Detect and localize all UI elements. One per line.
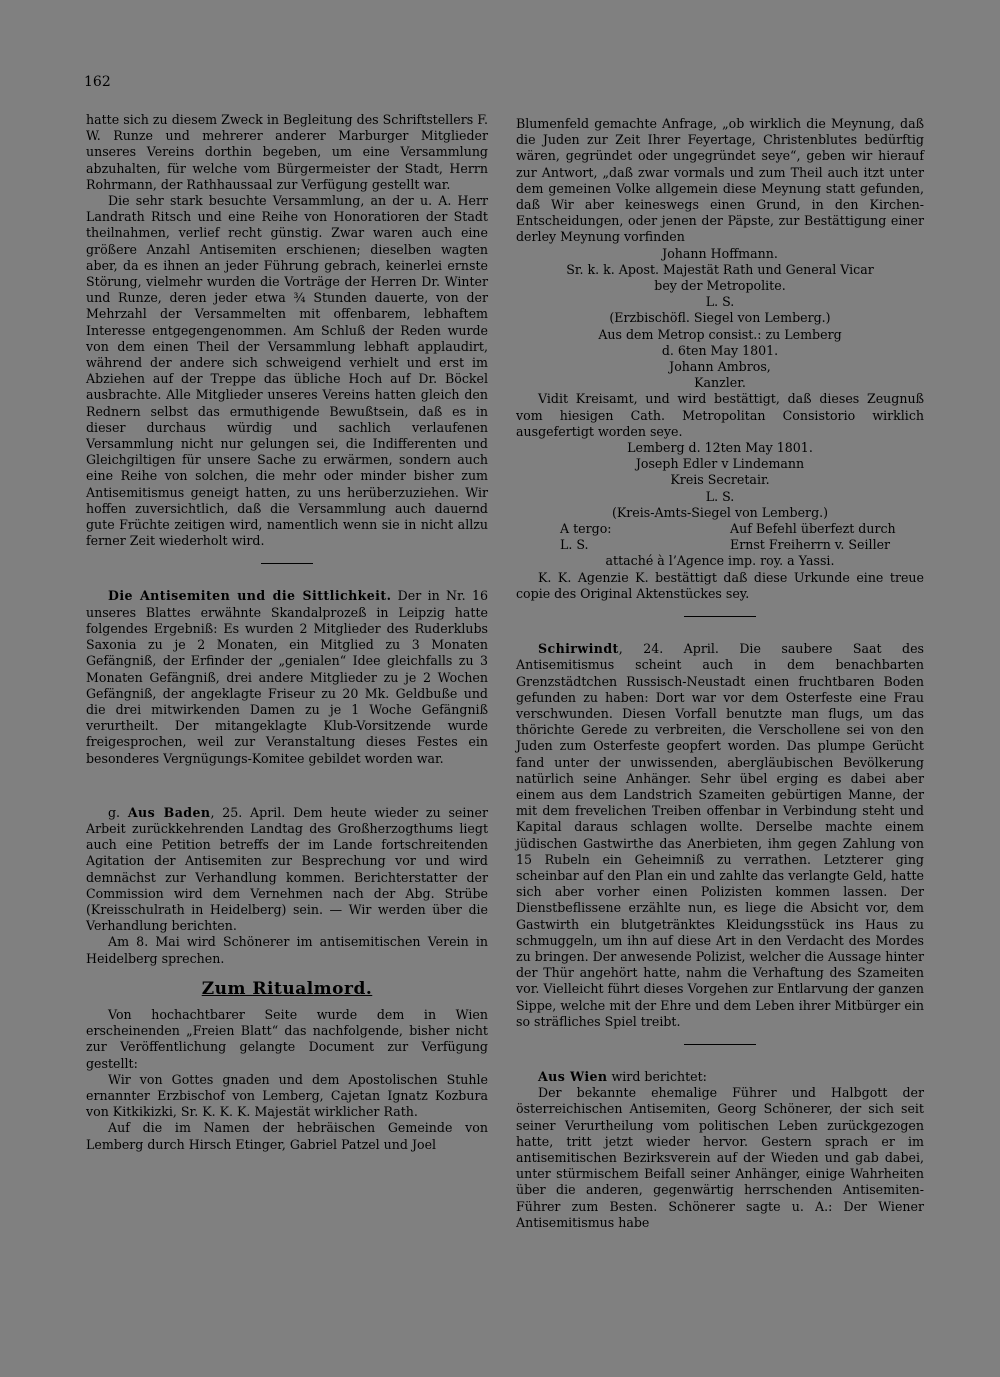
article-sittlichkeit (86, 588, 488, 766)
atergo-label: A tergo: (560, 521, 612, 537)
signature-name: Johann Hoffmann. (662, 245, 778, 261)
document-quote: Wir von Gottes gnaden und dem Apostolischen Stuhle ernannter Erzbischof von Lemberg, Cajetan Ignatz Kozbura von Kitkikizki, Sr. K. K. K. Majestät wirklicher Rath. (86, 1071, 488, 1120)
section-divider (684, 616, 756, 617)
document-quote: K. K. Agenzie K. bestättigt daß diese Urkunde eine treue copie des Original Aktenstückes sey. (516, 569, 924, 601)
signature-title: Kreis Secretair. (670, 472, 770, 488)
translator-title: attaché à l’Agence imp. roy. a Yassi. (605, 553, 835, 569)
seal-mark: L. S. (705, 294, 735, 310)
translator-row (516, 537, 924, 553)
right-column (516, 116, 924, 1231)
article-baden (86, 805, 488, 935)
document-quote: Blumenfeld gemachte Anfrage, „ob wirklich die Meynung, daß die Juden zur Zeit Ihrer Feyertage, Christenblutes bedürftig wären, gegründet oder ungegründet seye“, geben wir hierauf zur Antwort, „daß zwar vormals und zum Theil auch itzt unter dem gemeinen Volke allgemein diese Meynung statt gefunden, daß Wir aber keineswegs einen Grund, in den Kirchen-Entscheidungen, oder jenen der Päpste, zur Bestättigung einer derley Meynung vorfinden (516, 116, 924, 245)
seal-description: (Erzbischöfl. Siegel von Lemberg.) (609, 310, 831, 326)
seal-description: (Kreis-Amts-Siegel von Lemberg.) (611, 504, 829, 520)
article-headline: Schirwindt (538, 641, 619, 657)
signature-name: Johann Ambros, (669, 359, 771, 375)
article-headline: Die Antisemiten und die Sittlichkeit. (108, 588, 392, 604)
article-body: , 25. April. Dem heute wieder zu seiner Arbeit zurückkehrenden Landtag des Großherzogthums liegt auch eine Petition betreffs der im Lande fortschreitenden Agitation der Antisemiten zur Besprechung vor und wird demnächst zur Verhandlung kommen. Berichterstatter der Commission wird dem Vernehmen nach der Abg. Strübe (Kreisschulrath in Heidelberg) sein. — Wir werden über die Verhandlung berichten. (86, 804, 488, 934)
document-date: Lemberg d. 12ten May 1801. (627, 440, 813, 456)
translator-name: Ernst Freiherrn v. Seiller (730, 537, 891, 553)
signature-title: Sr. k. k. Apost. Majestät Rath und General Vicar (566, 261, 874, 277)
section-title: Zum Ritualmord. (201, 978, 373, 999)
article-headline: Aus Baden (127, 804, 211, 820)
signature-title: Kanzler. (694, 375, 746, 391)
section-divider (684, 1044, 756, 1045)
article-paragraph: Der bekannte ehemalige Führer und Halbgott der österreichischen Antisemiten, Georg Schönerer, der sich seit seiner Verurtheilung vom politischen Leben zurückgezogen hatte, tritt jetzt wieder hervor. Gestern sprach er im antisemitischen Bezirksverein auf der Wieden und gab dabei, unter stürmischem Beifall seiner Anhänger, einige Wahrheiten über die anderen, gegenwärtig herrschenden Antisemiten-Führer zum Besten. Schönerer sagte u. A.: Der Wiener Antisemitismus habe (516, 1085, 924, 1230)
author-mark: g. (108, 804, 128, 820)
article-body: , 24. April. Die saubere Saat des Antisemitismus scheint auch in dem benachbarten Grenzstädtchen Russisch-Neustadt einen fruchtbaren Boden gefunden zu haben: Dort war vor dem Osterfeste eine Frau verschwunden. Diesen Vorfall benutzte man flugs, um das thörichte Gerede zu verbreiten, die Verschollene sei von den Juden zum Osterfeste geopfert worden. Das plumpe Gerücht fand unter der unwissenden, abergläubischen Bevölkerung natürlich seine Anhänger. Sehr übel erging es dabei aber einem aus dem Landstrich Szameiten gebürtigen Manne, der mit dem frevelichen Treiben offenbar in Verbindung steht und Kapital daraus schlagen wollte. Derselbe machte einem jüdischen Gastwirthe das Anerbieten, ihm gegen Zahlung von 15 Rubeln ein Geheimniß zu verrathen. Letzterer ging scheinbar auf den Plan ein und zahlte das verlangte Geld, hatte sich aber vorher einen Polizisten kommen lassen. Der Dienstbeflissene erzählte nun, es liege die Absicht vor, dem Gastwirth ein blutgetränktes Kleidungsstück ins Haus zu schmuggeln, um ihn auf diese Art in den Verdacht des Mordes zu bringen. Der anwesende Polizist, welcher die Aussage hinter der Thür angehört hatte, nahm die Verhaftung des Szameiten vor. Vielleicht führt dieses Vorgehen zur Entlarvung der ganzen Sippe, welche mit der Ehre und dem Leben ihrer Mitbürger ein so sträfliches Spiel treibt. (516, 641, 924, 1029)
document-quote: Auf die im Namen der hebräischen Gemeinde von Lemberg durch Hirsch Etinger, Gabriel Patzel und Joel (86, 1120, 488, 1152)
article-wien (516, 1069, 924, 1085)
article-continuation: hatte sich zu diesem Zweck in Begleitung des Schriftstellers F. W. Runze und mehrerer anderer Marburger Mitglieder unseres Vereins dorthin begeben, um eine Versammlung abzuhalten, für welche vom Bürgermeister der Stadt, Herrn Rohrmann, der Rathhaussaal zur Verfügung gestellt war. (86, 112, 488, 192)
atergo-text: Auf Befehl überfezt durch (730, 521, 896, 537)
signature-title: bey der Metropolite. (654, 278, 786, 294)
article-body: Der in Nr. 16 unseres Blattes erwähnte Skandalprozeß in Leipzig hatte folgendes Ergebniß: Es wurden 2 Mitglieder des Ruderklubs Saxonia zu je 2 Monaten, ein Mitglied zu 3 Monaten Gefängniß, der Erfinder der „genialen“ Idee gleichfalls zu 3 Monaten Gefängniß, drei andere Mitglieder zu je 2 Wochen Gefängniß, der angeklagte Friseur zu 20 Mk. Geldbuße und die drei mitwirkenden Damen zu je 1 Woche Gefängniß verurtheilt. Der mitangeklagte Klub-Vorsitzende wurde freigesprochen, weil zur Veranstaltung dieses Festes ein besonderes Vergnügungs-Komitee gebildet worden war. (86, 588, 489, 766)
page-number: 162 (84, 74, 111, 90)
atergo-row (516, 521, 924, 537)
consistory-line: Aus dem Metrop consist.: zu Lemberg (598, 326, 842, 342)
article-paragraph: Die sehr stark besuchte Versammlung, an der u. A. Herr Landrath Ritsch und eine Reihe von Honoratioren der Stadt theilnahmen, verlief recht günstig. Zwar waren auch eine größere Anzahl Antisemiten erschienen; dieselben wagten aber, da es ihnen an jeder Führung gebrach, keinerlei ernste Störung, vielmehr wurden die Vorträge der Herren Dr. Winter und Runze, deren jeder etwa ¾ Stunden dauerte, von der Mehrzahl der Versammelten mit offenbarem, lebhaftem Interesse entgegengenommen. Am Schluß der Reden wurde von dem einen Theil der Versammlung lebhaft applaudirt, während der andere sich schweigend verhielt und erst im Abziehen auf der Treppe das übliche Hoch auf Dr. Böckel ausbrachte. Alle Mitglieder unseres Vereins hatten gleich den Rednern selbst das ermuthigende Bewußtsein, daß es in dieser durchaus würdig und sachlich verlaufenen Versammlung nicht nur gelungen sei, die Indifferenten und Gleichgiltigen für unsere Sache zu erwärmen, sondern auch eine Reihe von solchen, die mehr oder minder bisher zum Antisemitismus geneigt hatten, zu uns herüberzuziehen. Wir hoffen zuversichtlich, daß die Versammlung auch dauernd gute Früchte zeitigen wird, namentlich wenn sie in nicht allzu ferner Zeit wiederholt wird. (86, 193, 488, 549)
seal-mark: L. S. (705, 488, 735, 504)
article-paragraph: Von hochachtbarer Seite wurde dem in Wien erscheinenden „Freien Blatt“ das nachfolgende, bisher nicht zur Veröffentlichung gelangte Document zur Verfügung gestellt: (86, 1006, 488, 1071)
document-quote: Vidit Kreisamt, und wird bestättigt, daß dieses Zeugnuß vom hiesigen Cath. Metropolitan Consistorio wirklich ausgefertigt worden seye. (516, 391, 924, 439)
article-schirwindt (516, 641, 924, 1030)
document-date: d. 6ten May 1801. (661, 342, 779, 358)
article-body: wird berichtet: (607, 1068, 707, 1084)
article-headline: Aus Wien (538, 1068, 608, 1084)
section-divider (261, 563, 313, 564)
seal-mark: L. S. (560, 537, 589, 553)
article-paragraph: Am 8. Mai wird Schönerer im antisemitischen Verein in Heidelberg sprechen. (86, 934, 488, 966)
left-column (86, 112, 488, 1153)
signature-name: Joseph Edler v Lindemann (635, 456, 805, 472)
